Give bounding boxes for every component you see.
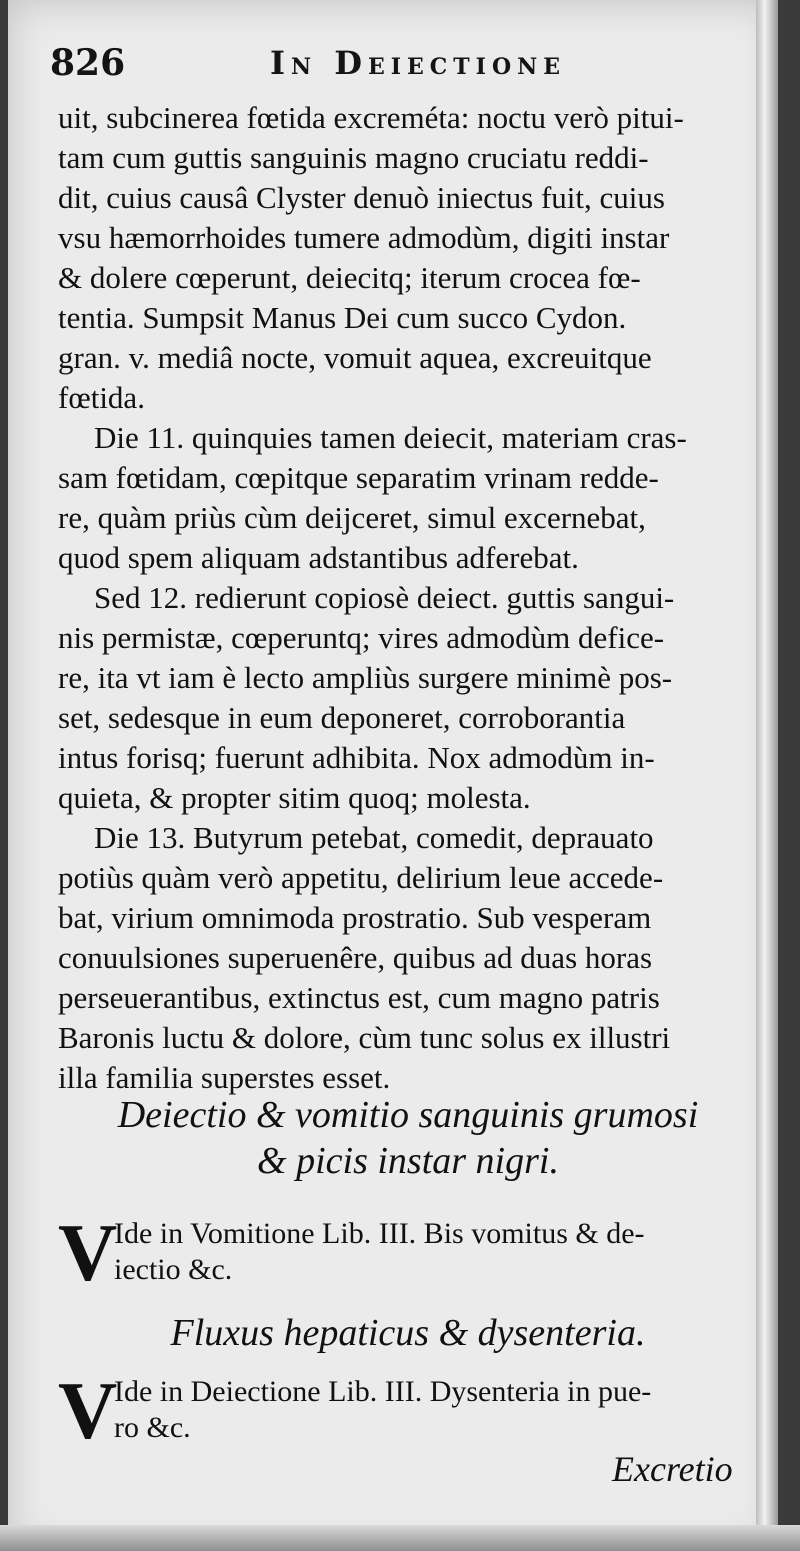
text-line: nis permistæ, cœperuntq; vires admodùm defice- — [58, 620, 665, 655]
running-head: In Deiectione — [270, 44, 567, 82]
text-line: dit, cuius causâ Clyster denuò iniectus fuit, cuius — [58, 180, 665, 215]
text-line: quieta, & propter sitim quoq; molesta. — [58, 780, 531, 815]
entry-line: ro &c. — [114, 1411, 191, 1444]
text-line: Die 11. quinquies tamen deiecit, materiam cras- — [94, 420, 687, 455]
text-line: gran. v. mediâ nocte, vomuit aquea, excreuitque — [58, 340, 652, 375]
text-line: tentia. Sumpsit Manus Dei cum succo Cydon. — [58, 300, 627, 335]
section-heading-2: Fluxus hepaticus & dysenteria. — [170, 1312, 646, 1354]
text-line: uit, subcinerea fœtida excreméta: noctu verò pitui- — [58, 100, 684, 135]
page-number: 826 — [50, 42, 126, 84]
drop-cap-initial: V — [58, 1207, 118, 1298]
catchword: Excretio — [612, 1449, 733, 1489]
text-line: re, ita vt iam è lecto ampliùs surgere minimè pos- — [58, 660, 673, 695]
drop-cap-initial: V — [58, 1365, 118, 1456]
entry-line: Ide in Deiectione Lib. III. Dysenteria in pue- — [114, 1375, 652, 1408]
text-line: Die 13. Butyrum petebat, comedit, deprauato — [94, 820, 654, 855]
section-heading-1-line2: & picis instar nigri. — [257, 1140, 559, 1182]
section-1-entry — [58, 1207, 758, 1298]
text-line: set, sedesque in eum deponeret, corroborantia — [58, 700, 626, 735]
text-line: fœtida. — [58, 380, 145, 415]
text-line: & dolere cœperunt, deiecitq; iterum crocea fœ- — [58, 260, 641, 295]
entry-line: iectio &c. — [114, 1253, 233, 1286]
text-line: potiùs quàm verò appetitu, delirium leue accede- — [58, 860, 664, 895]
text-line: re, quàm priùs cùm deijceret, simul excernebat, — [58, 500, 646, 535]
body-text — [58, 98, 758, 1098]
entry-line: Ide in Vomitione Lib. III. Bis vomitus & de- — [114, 1217, 645, 1250]
text-line: conuulsiones superuenêre, quibus ad duas horas — [58, 940, 653, 975]
section-2-entry — [58, 1365, 758, 1456]
text-line: tam cum guttis sanguinis magno cruciatu reddi- — [58, 140, 649, 175]
page-header — [50, 42, 750, 88]
scan-bottom-edge — [0, 1525, 800, 1551]
text-line: perseuerantibus, extinctus est, cum magno patris — [58, 980, 660, 1015]
text-line: vsu hæmorrhoides tumere admodùm, digiti instar — [58, 220, 670, 255]
text-line: Baronis luctu & dolore, cùm tunc solus ex illustri — [58, 1020, 671, 1055]
text-line: sam fœtidam, cœpitque separatim vrinam redde- — [58, 460, 659, 495]
text-line: quod spem aliquam adstantibus adferebat. — [58, 540, 579, 575]
section-heading-1-line1: Deiectio & vomitio sanguinis grumosi — [117, 1094, 699, 1136]
text-line: intus forisq; fuerunt adhibita. Nox admodùm in- — [58, 740, 655, 775]
text-line: illa familia superstes esset. — [58, 1060, 391, 1095]
text-line: Sed 12. redierunt copiosè deiect. guttis sangui- — [94, 580, 675, 615]
text-line: bat, virium omnimoda prostratio. Sub vesperam — [58, 900, 652, 935]
page-edge — [756, 0, 778, 1551]
section-heading-1 — [58, 1092, 758, 1184]
